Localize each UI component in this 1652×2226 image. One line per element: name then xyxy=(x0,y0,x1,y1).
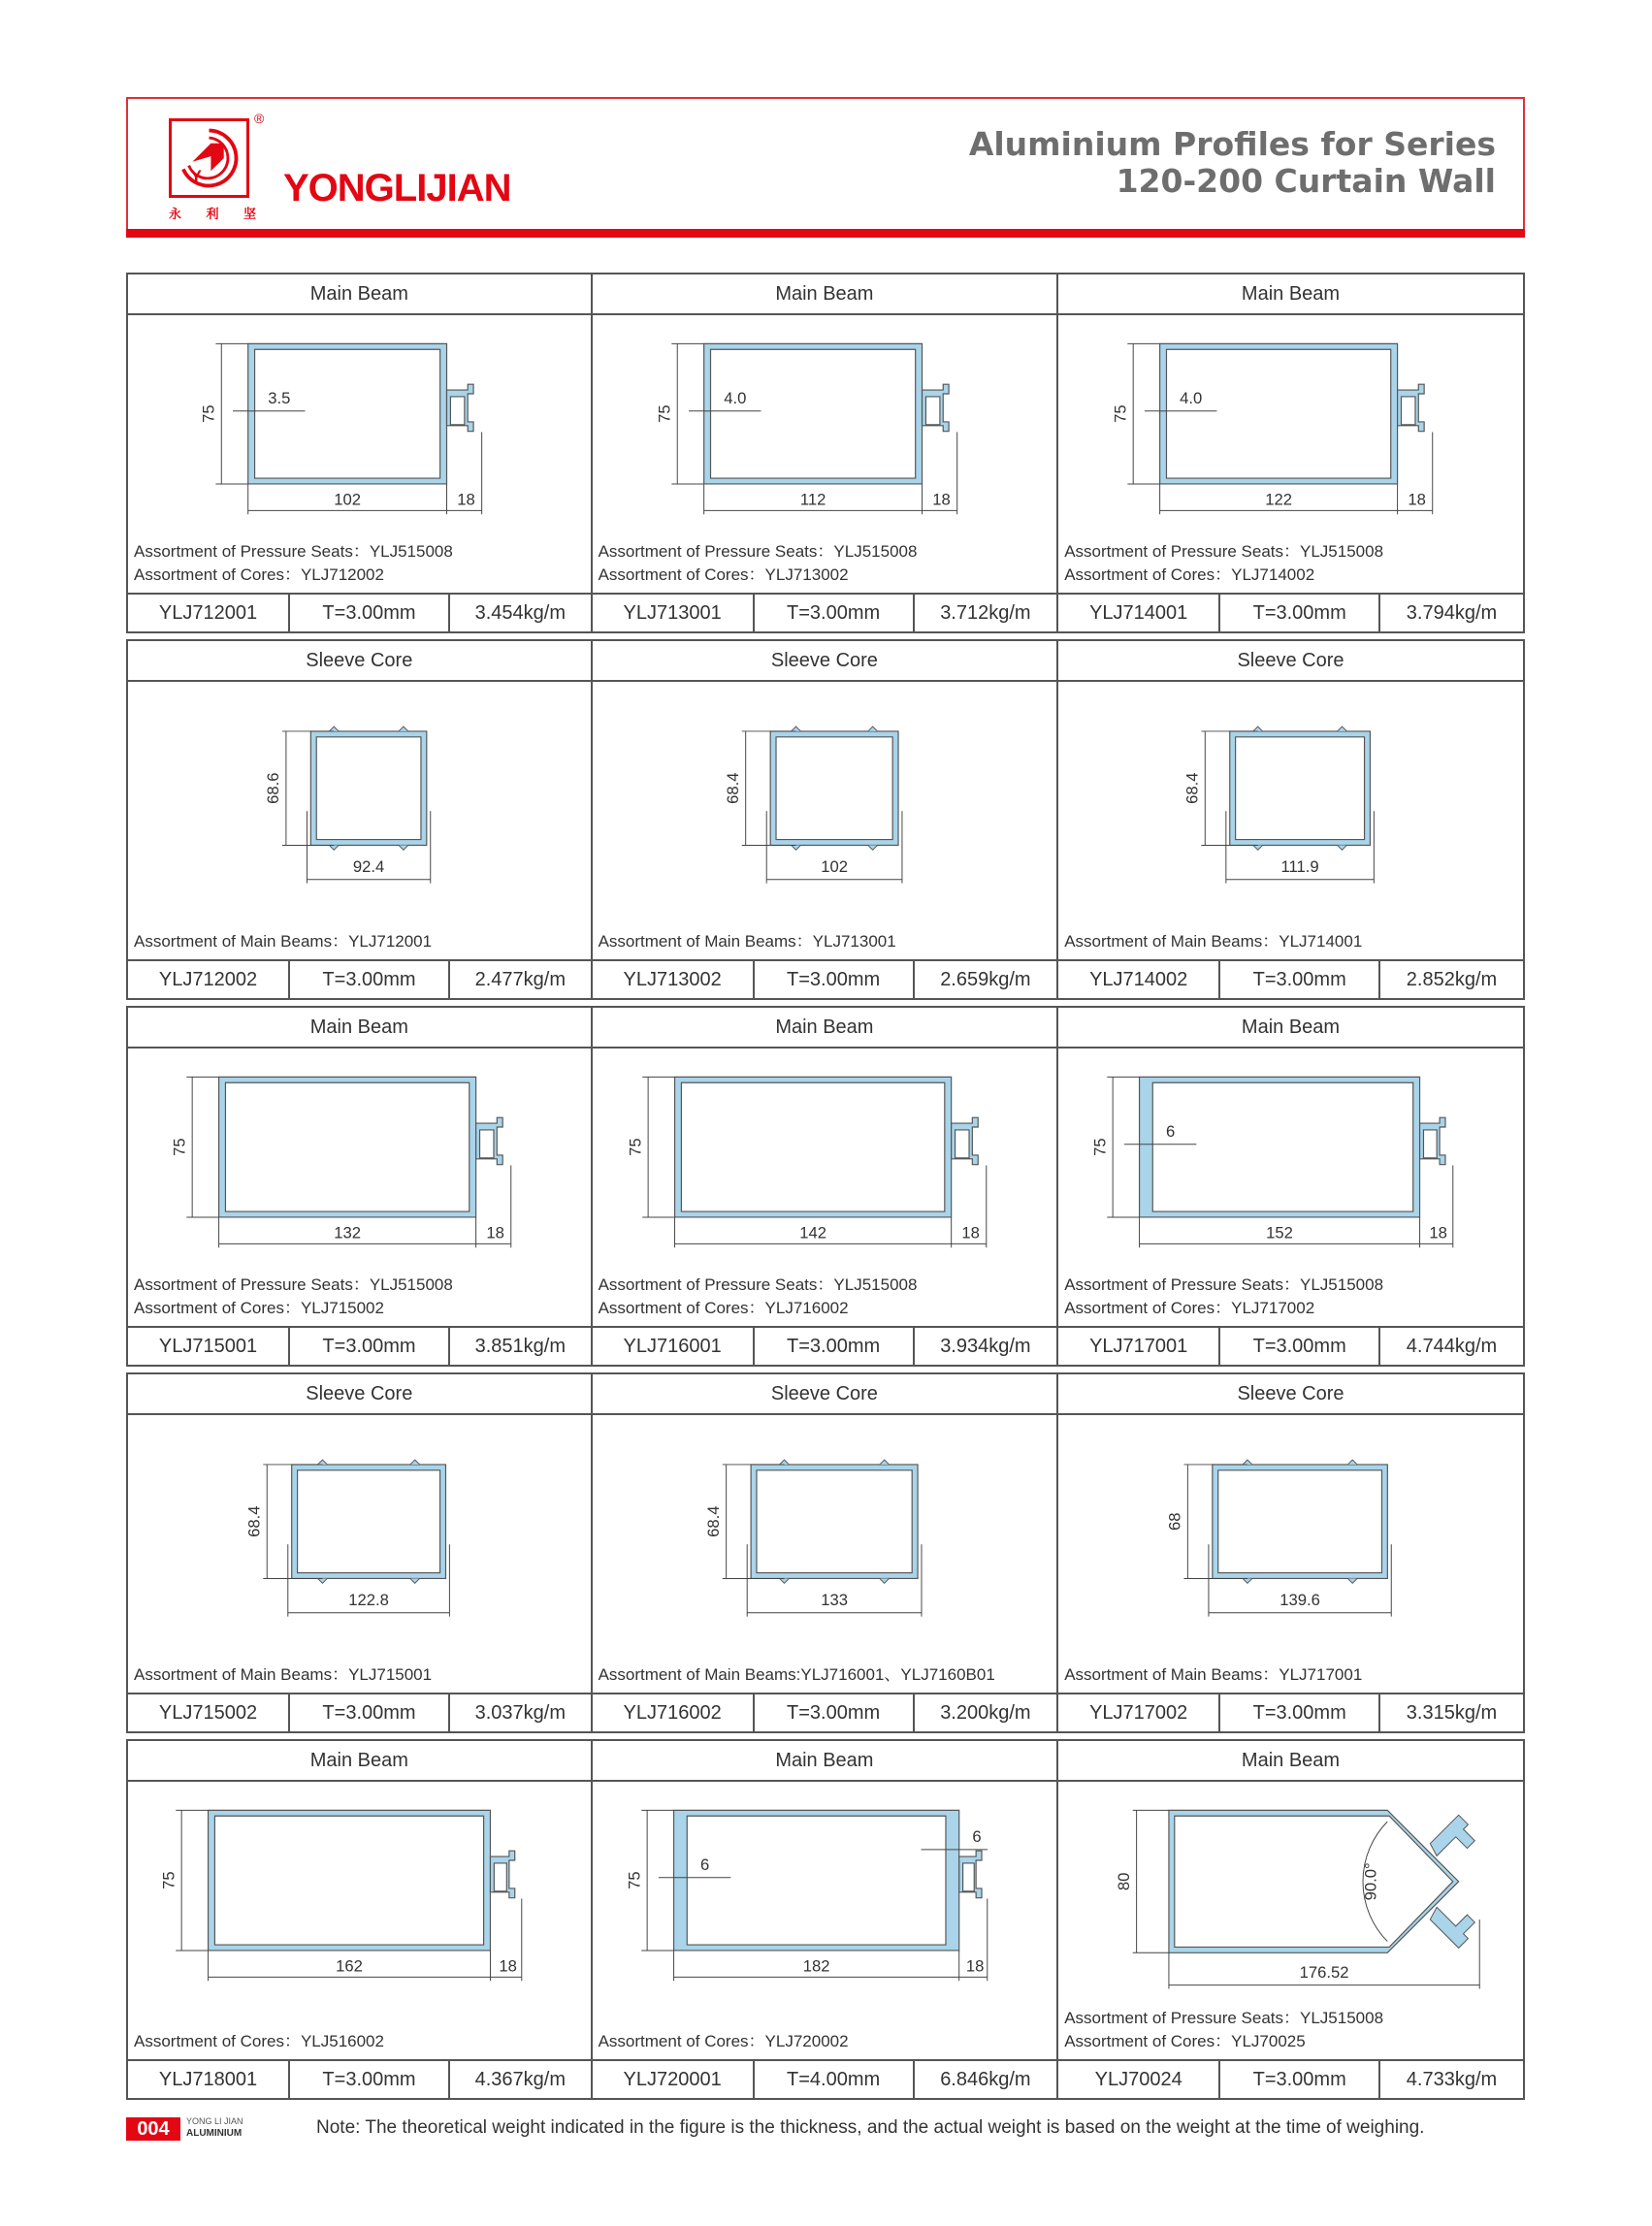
profile-type-label: Sleeve Core xyxy=(128,641,591,682)
profile-cross-section-icon xyxy=(1058,682,1523,959)
profile-drawing xyxy=(128,1415,591,1693)
profile-drawing xyxy=(128,1048,591,1326)
assortment-note: Assortment of Pressure Seats：YLJ515008 xyxy=(1064,2009,1384,2027)
svg-text:162: 162 xyxy=(336,1956,363,1976)
page-footer xyxy=(126,2115,1542,2145)
svg-text:75: 75 xyxy=(624,1871,643,1889)
profile-thickness: T=3.00mm xyxy=(290,595,450,631)
profile-cross-section-icon xyxy=(593,1782,1057,2059)
profile-thickness: T=3.00mm xyxy=(290,961,450,998)
footer-brand-line2: ALUMINIUM xyxy=(186,2128,243,2139)
svg-text:122: 122 xyxy=(1265,490,1293,509)
profile-code: YLJ713002 xyxy=(593,961,755,998)
svg-text:75: 75 xyxy=(1111,404,1130,423)
profile-weight: 3.794kg/m xyxy=(1406,601,1498,624)
profile-thickness: T=3.00mm xyxy=(755,1694,915,1731)
assortment-notes xyxy=(134,1274,453,1320)
svg-text:139.6: 139.6 xyxy=(1279,1590,1321,1609)
profile-weight: 3.934kg/m xyxy=(940,1335,1031,1357)
assortment-notes xyxy=(134,540,453,587)
logo-icon xyxy=(169,118,249,198)
profile-cross-section-icon xyxy=(128,1782,591,2059)
profile-code: YLJ716001 xyxy=(593,1328,755,1365)
assortment-notes xyxy=(134,930,432,953)
profile-code: YLJ716002 xyxy=(593,1694,755,1731)
profile-thickness: T=3.00mm xyxy=(290,1328,450,1365)
assortment-notes xyxy=(599,540,918,587)
profile-spec-row xyxy=(593,959,1057,998)
svg-text:68.6: 68.6 xyxy=(264,772,283,804)
svg-text:102: 102 xyxy=(334,490,361,509)
profile-spec-row xyxy=(128,1326,591,1365)
profile-spec-row xyxy=(593,593,1057,631)
profile-thickness: T=4.00mm xyxy=(755,2061,915,2098)
brand-name: YONGLIJIAN xyxy=(283,167,511,210)
brand-char: 坚 xyxy=(243,208,256,222)
profile-card xyxy=(593,273,1059,633)
profile-weight: 3.037kg/m xyxy=(474,1701,566,1724)
svg-text:112: 112 xyxy=(799,490,826,509)
profile-row xyxy=(126,639,1525,1000)
assortment-note: Assortment of Main Beams:YLJ716001、YLJ7160B01 xyxy=(598,1665,995,1684)
svg-text:122.8: 122.8 xyxy=(348,1590,389,1609)
profile-card xyxy=(593,1739,1059,2100)
assortment-notes xyxy=(599,1274,918,1320)
profile-drawing xyxy=(1058,1415,1523,1693)
profile-drawing xyxy=(593,1048,1057,1326)
svg-text:75: 75 xyxy=(170,1138,189,1156)
profile-card xyxy=(593,1372,1059,1733)
profile-card xyxy=(1058,1739,1525,2100)
profile-weight: 4.367kg/m xyxy=(474,2068,566,2090)
svg-text:75: 75 xyxy=(159,1871,178,1889)
assortment-note: Assortment of Main Beams：YLJ713001 xyxy=(598,932,896,951)
profile-weight: 3.315kg/m xyxy=(1406,1701,1498,1724)
svg-text:75: 75 xyxy=(625,1138,644,1156)
profile-drawing xyxy=(1058,1782,1523,2059)
profile-type-label: Sleeve Core xyxy=(128,1374,591,1415)
svg-text:4.0: 4.0 xyxy=(1180,388,1203,407)
svg-text:18: 18 xyxy=(457,490,475,509)
profile-drawing xyxy=(128,682,591,959)
profile-cross-section-icon xyxy=(593,682,1057,959)
profile-code: YLJ717001 xyxy=(1058,1328,1220,1365)
profile-row xyxy=(126,1006,1525,1367)
brand-chinese xyxy=(169,204,256,222)
svg-text:142: 142 xyxy=(798,1223,826,1242)
svg-text:152: 152 xyxy=(1266,1223,1294,1242)
assortment-note: Assortment of Cores：YLJ720002 xyxy=(598,2032,849,2050)
profile-drawing xyxy=(593,1415,1057,1693)
profile-cross-section-icon xyxy=(128,1415,591,1693)
profile-spec-row xyxy=(128,1693,591,1731)
profile-cross-section-icon xyxy=(1058,1415,1523,1693)
page-header xyxy=(126,97,1525,233)
svg-text:68: 68 xyxy=(1165,1512,1184,1531)
svg-text:68.4: 68.4 xyxy=(723,772,742,804)
profile-spec-row xyxy=(128,593,591,631)
svg-text:Y: Y xyxy=(190,167,202,186)
title-line-1: Aluminium Profiles for Series xyxy=(968,125,1496,163)
profile-card xyxy=(126,273,593,633)
profile-card xyxy=(1058,639,1525,1000)
svg-text:18: 18 xyxy=(965,1956,985,1976)
profile-card xyxy=(593,639,1059,1000)
profile-card xyxy=(126,1739,593,2100)
profile-thickness: T=3.00mm xyxy=(290,1694,450,1731)
profile-catalog-grid xyxy=(126,273,1525,2106)
brand-char: 永 xyxy=(169,208,182,222)
profile-code: YLJ715001 xyxy=(128,1328,290,1365)
profile-card xyxy=(126,1372,593,1733)
footer-note: Note: The theoretical weight indicated in the figure is the thickness, and the actual weight is based on the weight at the time of weighing. xyxy=(316,2117,1425,2138)
svg-text:6: 6 xyxy=(971,1827,982,1847)
profile-spec-row xyxy=(128,2059,591,2098)
profile-card xyxy=(593,1006,1059,1367)
profile-spec-row xyxy=(593,1326,1057,1365)
profile-row xyxy=(126,273,1525,633)
profile-thickness: T=3.00mm xyxy=(1220,595,1380,631)
profile-thickness: T=3.00mm xyxy=(290,2061,450,2098)
profile-spec-row xyxy=(128,959,591,998)
profile-code: YLJ714001 xyxy=(1058,595,1220,631)
profile-spec-row xyxy=(1058,1326,1523,1365)
profile-thickness: T=3.00mm xyxy=(755,961,915,998)
profile-drawing xyxy=(593,1782,1057,2059)
profile-drawing xyxy=(593,315,1057,593)
profile-thickness: T=3.00mm xyxy=(755,595,915,631)
profile-code: YLJ712001 xyxy=(128,595,290,631)
assortment-note: Assortment of Pressure Seats：YLJ515008 xyxy=(1064,1275,1384,1294)
assortment-notes xyxy=(1064,930,1362,953)
profile-spec-row xyxy=(1058,593,1523,631)
profile-code: YLJ714002 xyxy=(1058,961,1220,998)
svg-text:4.0: 4.0 xyxy=(723,388,746,407)
assortment-note: Assortment of Main Beams：YLJ714001 xyxy=(1064,932,1363,951)
profile-drawing xyxy=(593,682,1057,959)
registered-mark: ® xyxy=(254,111,265,126)
profile-thickness: T=3.00mm xyxy=(755,1328,915,1365)
profile-row xyxy=(126,1372,1525,1733)
assortment-note: Assortment of Main Beams：YLJ717001 xyxy=(1064,1665,1363,1684)
profile-weight: 3.454kg/m xyxy=(474,601,566,624)
profile-type-label: Sleeve Core xyxy=(1058,641,1523,682)
profile-type-label: Sleeve Core xyxy=(1058,1374,1523,1415)
profile-code: YLJ715002 xyxy=(128,1694,290,1731)
profile-spec-row xyxy=(1058,2059,1523,2098)
profile-spec-row xyxy=(1058,959,1523,998)
assortment-note: Assortment of Pressure Seats：YLJ515008 xyxy=(598,542,918,561)
assortment-notes xyxy=(134,2030,384,2053)
assortment-notes xyxy=(1064,2007,1383,2053)
assortment-notes xyxy=(599,930,896,953)
profile-thickness: T=3.00mm xyxy=(1220,2061,1380,2098)
profile-drawing xyxy=(1058,315,1523,593)
footer-brand xyxy=(186,2115,243,2140)
profile-type-label: Main Beam xyxy=(128,274,591,315)
svg-text:182: 182 xyxy=(802,1956,830,1976)
svg-text:75: 75 xyxy=(654,404,673,423)
profile-weight: 6.846kg/m xyxy=(940,2068,1031,2090)
profile-spec-row xyxy=(1058,1693,1523,1731)
svg-text:18: 18 xyxy=(1408,490,1427,509)
assortment-note: Assortment of Main Beams：YLJ712001 xyxy=(134,932,433,951)
svg-text:68.4: 68.4 xyxy=(1182,772,1202,804)
page-number: 004 xyxy=(126,2117,180,2141)
svg-text:176.52: 176.52 xyxy=(1299,1962,1349,1982)
assortment-notes xyxy=(1064,540,1383,587)
profile-weight: 2.659kg/m xyxy=(940,968,1031,990)
profile-code: YLJ718001 xyxy=(128,2061,290,2098)
profile-spec-row xyxy=(593,1693,1057,1731)
profile-type-label: Main Beam xyxy=(1058,274,1523,315)
profile-code: YLJ717002 xyxy=(1058,1694,1220,1731)
svg-text:133: 133 xyxy=(820,1590,848,1609)
profile-thickness: T=3.00mm xyxy=(1220,961,1380,998)
assortment-notes xyxy=(599,2030,849,2053)
assortment-note: Assortment of Cores：YLJ712002 xyxy=(134,565,384,584)
profile-drawing xyxy=(1058,1048,1523,1326)
svg-text:132: 132 xyxy=(334,1223,361,1242)
assortment-note: Assortment of Cores：YLJ715002 xyxy=(134,1299,384,1317)
profile-type-label: Main Beam xyxy=(1058,1008,1523,1048)
assortment-note: Assortment of Cores：YLJ516002 xyxy=(134,2032,384,2050)
profile-card xyxy=(126,639,593,1000)
profile-type-label: Main Beam xyxy=(128,1741,591,1782)
profile-weight: 3.200kg/m xyxy=(940,1701,1031,1724)
svg-text:3.5: 3.5 xyxy=(268,388,291,407)
assortment-note: Assortment of Pressure Seats：YLJ515008 xyxy=(134,1275,453,1294)
svg-text:18: 18 xyxy=(931,490,951,509)
profile-type-label: Main Beam xyxy=(593,1008,1057,1048)
profile-card xyxy=(126,1006,593,1367)
profile-type-label: Sleeve Core xyxy=(593,1374,1057,1415)
assortment-notes xyxy=(1064,1274,1383,1320)
assortment-note: Assortment of Cores：YLJ713002 xyxy=(598,565,849,584)
svg-text:6: 6 xyxy=(1166,1121,1176,1141)
page-title xyxy=(969,126,1496,200)
svg-text:80: 80 xyxy=(1114,1872,1133,1891)
profile-weight: 3.851kg/m xyxy=(474,1335,566,1357)
assortment-note: Assortment of Pressure Seats：YLJ515008 xyxy=(598,1275,918,1294)
svg-text:111.9: 111.9 xyxy=(1280,856,1319,876)
svg-text:68.4: 68.4 xyxy=(703,1505,723,1537)
assortment-notes xyxy=(134,1663,432,1687)
title-line-2: 120-200 Curtain Wall xyxy=(1116,162,1496,200)
profile-type-label: Main Beam xyxy=(593,274,1057,315)
assortment-note: Assortment of Main Beams：YLJ715001 xyxy=(134,1665,433,1684)
profile-weight: 4.733kg/m xyxy=(1406,2068,1498,2090)
profile-cross-section-icon xyxy=(593,1415,1057,1693)
svg-text:68.4: 68.4 xyxy=(244,1505,264,1537)
assortment-note: Assortment of Pressure Seats：YLJ515008 xyxy=(134,542,453,561)
svg-text:102: 102 xyxy=(820,856,848,876)
profile-spec-row xyxy=(593,2059,1057,2098)
profile-weight: 4.744kg/m xyxy=(1406,1335,1498,1357)
svg-text:18: 18 xyxy=(486,1223,504,1242)
profile-code: YLJ712002 xyxy=(128,961,290,998)
svg-text:18: 18 xyxy=(961,1223,980,1242)
svg-text:6: 6 xyxy=(699,1855,709,1874)
profile-type-label: Main Beam xyxy=(128,1008,591,1048)
brand-char: 利 xyxy=(206,208,219,222)
footer-brand-line1: YONG LI JIAN xyxy=(186,2116,243,2126)
assortment-note: Assortment of Cores：YLJ70025 xyxy=(1064,2032,1306,2050)
svg-text:90.0°: 90.0° xyxy=(1361,1862,1380,1901)
profile-code: YLJ720001 xyxy=(593,2061,755,2098)
assortment-note: Assortment of Cores：YLJ717002 xyxy=(1064,1299,1315,1317)
assortment-note: Assortment of Cores：YLJ716002 xyxy=(598,1299,849,1317)
profile-code: YLJ70024 xyxy=(1058,2061,1220,2098)
assortment-note: Assortment of Cores：YLJ714002 xyxy=(1064,565,1315,584)
profile-code: YLJ713001 xyxy=(593,595,755,631)
profile-drawing xyxy=(128,315,591,593)
svg-text:92.4: 92.4 xyxy=(352,856,385,876)
profile-thickness: T=3.00mm xyxy=(1220,1328,1380,1365)
svg-text:18: 18 xyxy=(1429,1223,1448,1242)
profile-card xyxy=(1058,1372,1525,1733)
svg-text:75: 75 xyxy=(199,404,218,423)
profile-type-label: Main Beam xyxy=(1058,1741,1523,1782)
profile-weight: 2.852kg/m xyxy=(1406,968,1498,990)
profile-type-label: Main Beam xyxy=(593,1741,1057,1782)
svg-text:18: 18 xyxy=(499,1956,517,1976)
profile-weight: 3.712kg/m xyxy=(940,601,1031,624)
profile-weight: 2.477kg/m xyxy=(474,968,566,990)
assortment-notes xyxy=(599,1663,995,1687)
profile-drawing xyxy=(1058,682,1523,959)
profile-type-label: Sleeve Core xyxy=(593,641,1057,682)
assortment-notes xyxy=(1064,1663,1362,1687)
assortment-note: Assortment of Pressure Seats：YLJ515008 xyxy=(1064,542,1384,561)
profile-card xyxy=(1058,1006,1525,1367)
svg-text:75: 75 xyxy=(1090,1138,1110,1156)
profile-drawing xyxy=(128,1782,591,2059)
profile-row xyxy=(126,1739,1525,2100)
profile-thickness: T=3.00mm xyxy=(1220,1694,1380,1731)
header-divider xyxy=(126,229,1525,238)
profile-cross-section-icon xyxy=(128,682,591,959)
profile-card xyxy=(1058,273,1525,633)
